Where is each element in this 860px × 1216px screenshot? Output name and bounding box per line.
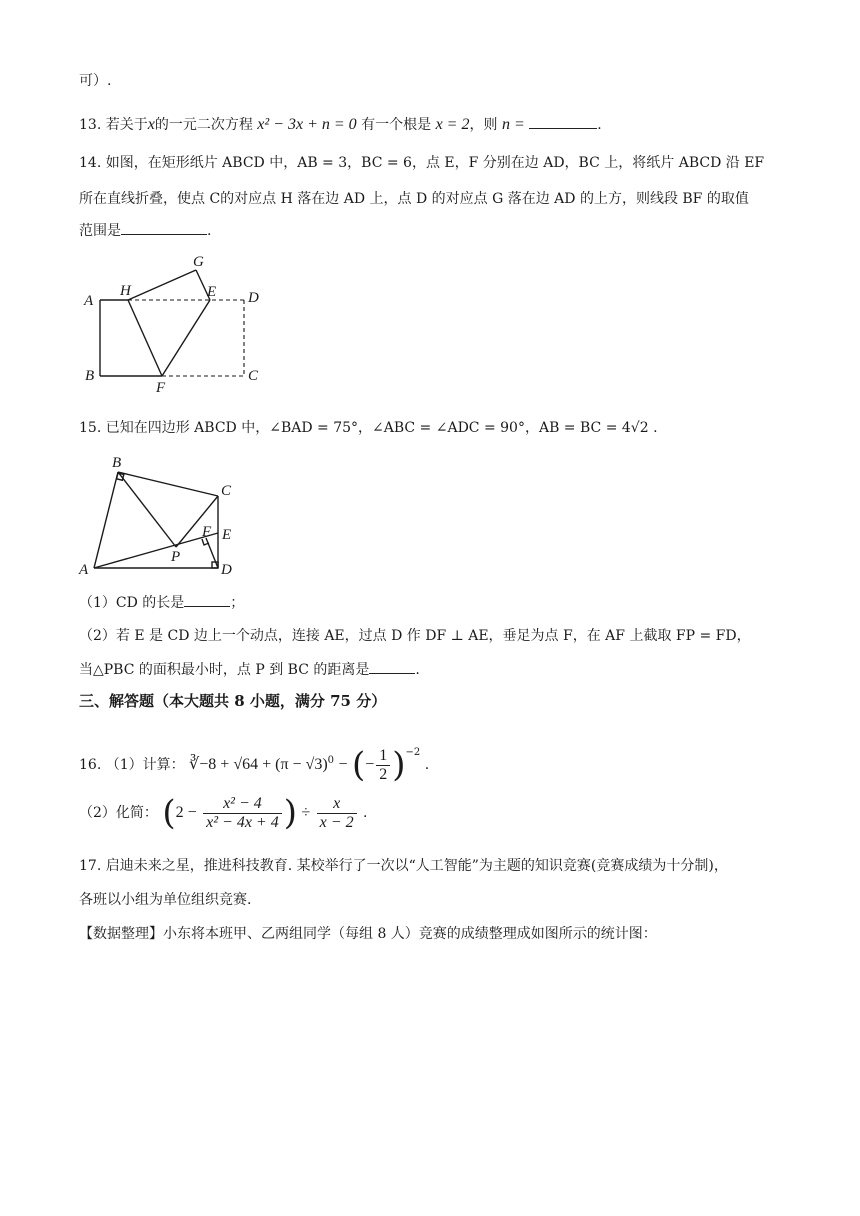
q17-line-1: 17. 启迪未来之星，推进科技教育. 某校举行了一次以“人工智能”为主题的知识竞赛(竞赛成绩为十分制)， xyxy=(79,858,728,874)
q13-text-4: ，则 xyxy=(469,117,498,133)
q15-label-b: B xyxy=(112,455,122,471)
q14-label-e: E xyxy=(207,284,217,300)
q16-p2-frac2-num: x xyxy=(317,795,357,814)
q14-text-range: 范围是 xyxy=(79,223,121,239)
q15-label-f: F xyxy=(202,524,212,540)
q13-answer-var: n = xyxy=(501,116,525,133)
q16-frac xyxy=(376,747,390,784)
q16-part-1-end: . xyxy=(424,757,430,773)
q15-sub-2b-text: 当△PBC 的面积最小时，点 P 到 BC 的距离是 xyxy=(79,662,370,678)
q15-sub-1-text: （1）CD 的长是 xyxy=(79,595,185,611)
q17-line-3: 【数据整理】小东将本班甲、乙两组同学（每组 8 人）竞赛的成绩整理成如图所示的统计图： xyxy=(79,926,657,942)
q16-frac-den: 2 xyxy=(379,765,388,783)
section-3-heading: 三、解答题（本大题共 8 小题，满分 75 分） xyxy=(79,692,387,710)
q13-text-1: 若关于 xyxy=(105,117,148,133)
q15-line-1: 15. 已知在四边形 ABCD 中，∠BAD = 75°，∠ABC = ∠ADC = 90°，AB = BC = 4√2 . xyxy=(79,420,658,436)
q16-part-1 xyxy=(79,733,430,785)
q16-part-2-label: （2）化简： xyxy=(79,805,158,821)
q16-p2-two: 2 − xyxy=(175,804,197,821)
q14-line-2: 所在直线折叠，使点 C的对应点 H 落在边 AD 上，点 D 的对应点 G 落在边 AD 的上方，则线段 BF 的取值 xyxy=(79,191,749,207)
q16-right-paren: ) xyxy=(392,745,406,785)
q14-label-b: B xyxy=(85,368,95,384)
top-line: 可）. xyxy=(79,73,112,89)
q15-sub-2b xyxy=(79,659,420,680)
q13-root: x = 2 xyxy=(435,116,470,133)
q16-part-1-label: 16. （1）计算： xyxy=(79,757,185,773)
q16-part-2-end: . xyxy=(363,805,368,821)
q15-label-c: C xyxy=(221,483,232,499)
q15-figure xyxy=(76,450,246,582)
q15-sub-1 xyxy=(79,592,244,613)
q16-p2-frac2 xyxy=(317,795,357,832)
q14-end: . xyxy=(207,223,212,239)
q15-label-d: D xyxy=(221,562,232,578)
q14-label-f: F xyxy=(156,380,166,395)
q14-label-d: D xyxy=(248,290,259,306)
q15-label-e: E xyxy=(222,527,232,543)
q14-figure xyxy=(80,250,280,395)
q16-part-2 xyxy=(79,793,367,833)
question-13 xyxy=(79,114,602,135)
q16-p2-frac2-den: x − 2 xyxy=(319,813,354,831)
q16-frac-num: 1 xyxy=(376,747,390,766)
q14-line-3 xyxy=(79,220,211,241)
q14-answer-blank[interactable] xyxy=(121,220,207,235)
q16-p2-divide: ÷ xyxy=(301,804,311,821)
q16-minus: − xyxy=(338,756,348,773)
q16-exp-zero: 0 xyxy=(327,755,335,766)
q14-label-c: C xyxy=(248,368,259,384)
q13-equation: x² − 3x + n = 0 xyxy=(257,116,357,133)
q14-label-a: A xyxy=(84,293,94,309)
q15-sub-2b-end: . xyxy=(415,662,420,678)
q16-p2-right-paren: ) xyxy=(283,793,297,833)
q13-number: 13. xyxy=(79,117,102,133)
q16-left-paren: ( xyxy=(351,745,366,785)
q16-exp-neg2: −2 xyxy=(405,747,421,758)
q16-p2-frac-num: x² − 4 xyxy=(203,795,282,814)
q13-text-2: 的一元二次方程 xyxy=(154,117,253,133)
q16-p2-frac xyxy=(203,795,282,832)
q15-sub-2: （2）若 E 是 CD 边上一个动点，连接 AE，过点 D 作 DF ⊥ AE，垂足为点 F，在 AF 上截取 FP = FD， xyxy=(79,628,751,644)
q14-label-g: G xyxy=(193,254,204,270)
q16-p2-frac-den: x² − 4x + 4 xyxy=(206,813,279,831)
q13-text-3: 有一个根是 xyxy=(361,117,432,133)
q16-p2-left-paren: ( xyxy=(162,793,176,833)
q15-sub-1-end: ； xyxy=(230,595,245,611)
q17-line-2: 各班以小组为单位组织竞赛. xyxy=(79,892,252,908)
q15-label-a: A xyxy=(79,562,89,578)
q13-answer-blank[interactable] xyxy=(529,114,597,129)
q13-end: . xyxy=(597,117,602,133)
q15-sub-2-blank[interactable] xyxy=(369,659,415,674)
q13-var-x: x xyxy=(147,116,155,133)
q16-inner-minus: − xyxy=(365,756,375,773)
q15-label-p: P xyxy=(171,549,181,565)
q16-part-1-expr: ∛−8 + √64 + (π − √3) xyxy=(189,756,328,773)
q14-label-h: H xyxy=(120,283,131,299)
q14-line-1: 14. 如图，在矩形纸片 ABCD 中，AB = 3，BC = 6，点 E，F 分别在边 AD，BC 上，将纸片 ABCD 沿 EF xyxy=(79,155,765,171)
q15-sub-1-blank[interactable] xyxy=(184,592,230,607)
